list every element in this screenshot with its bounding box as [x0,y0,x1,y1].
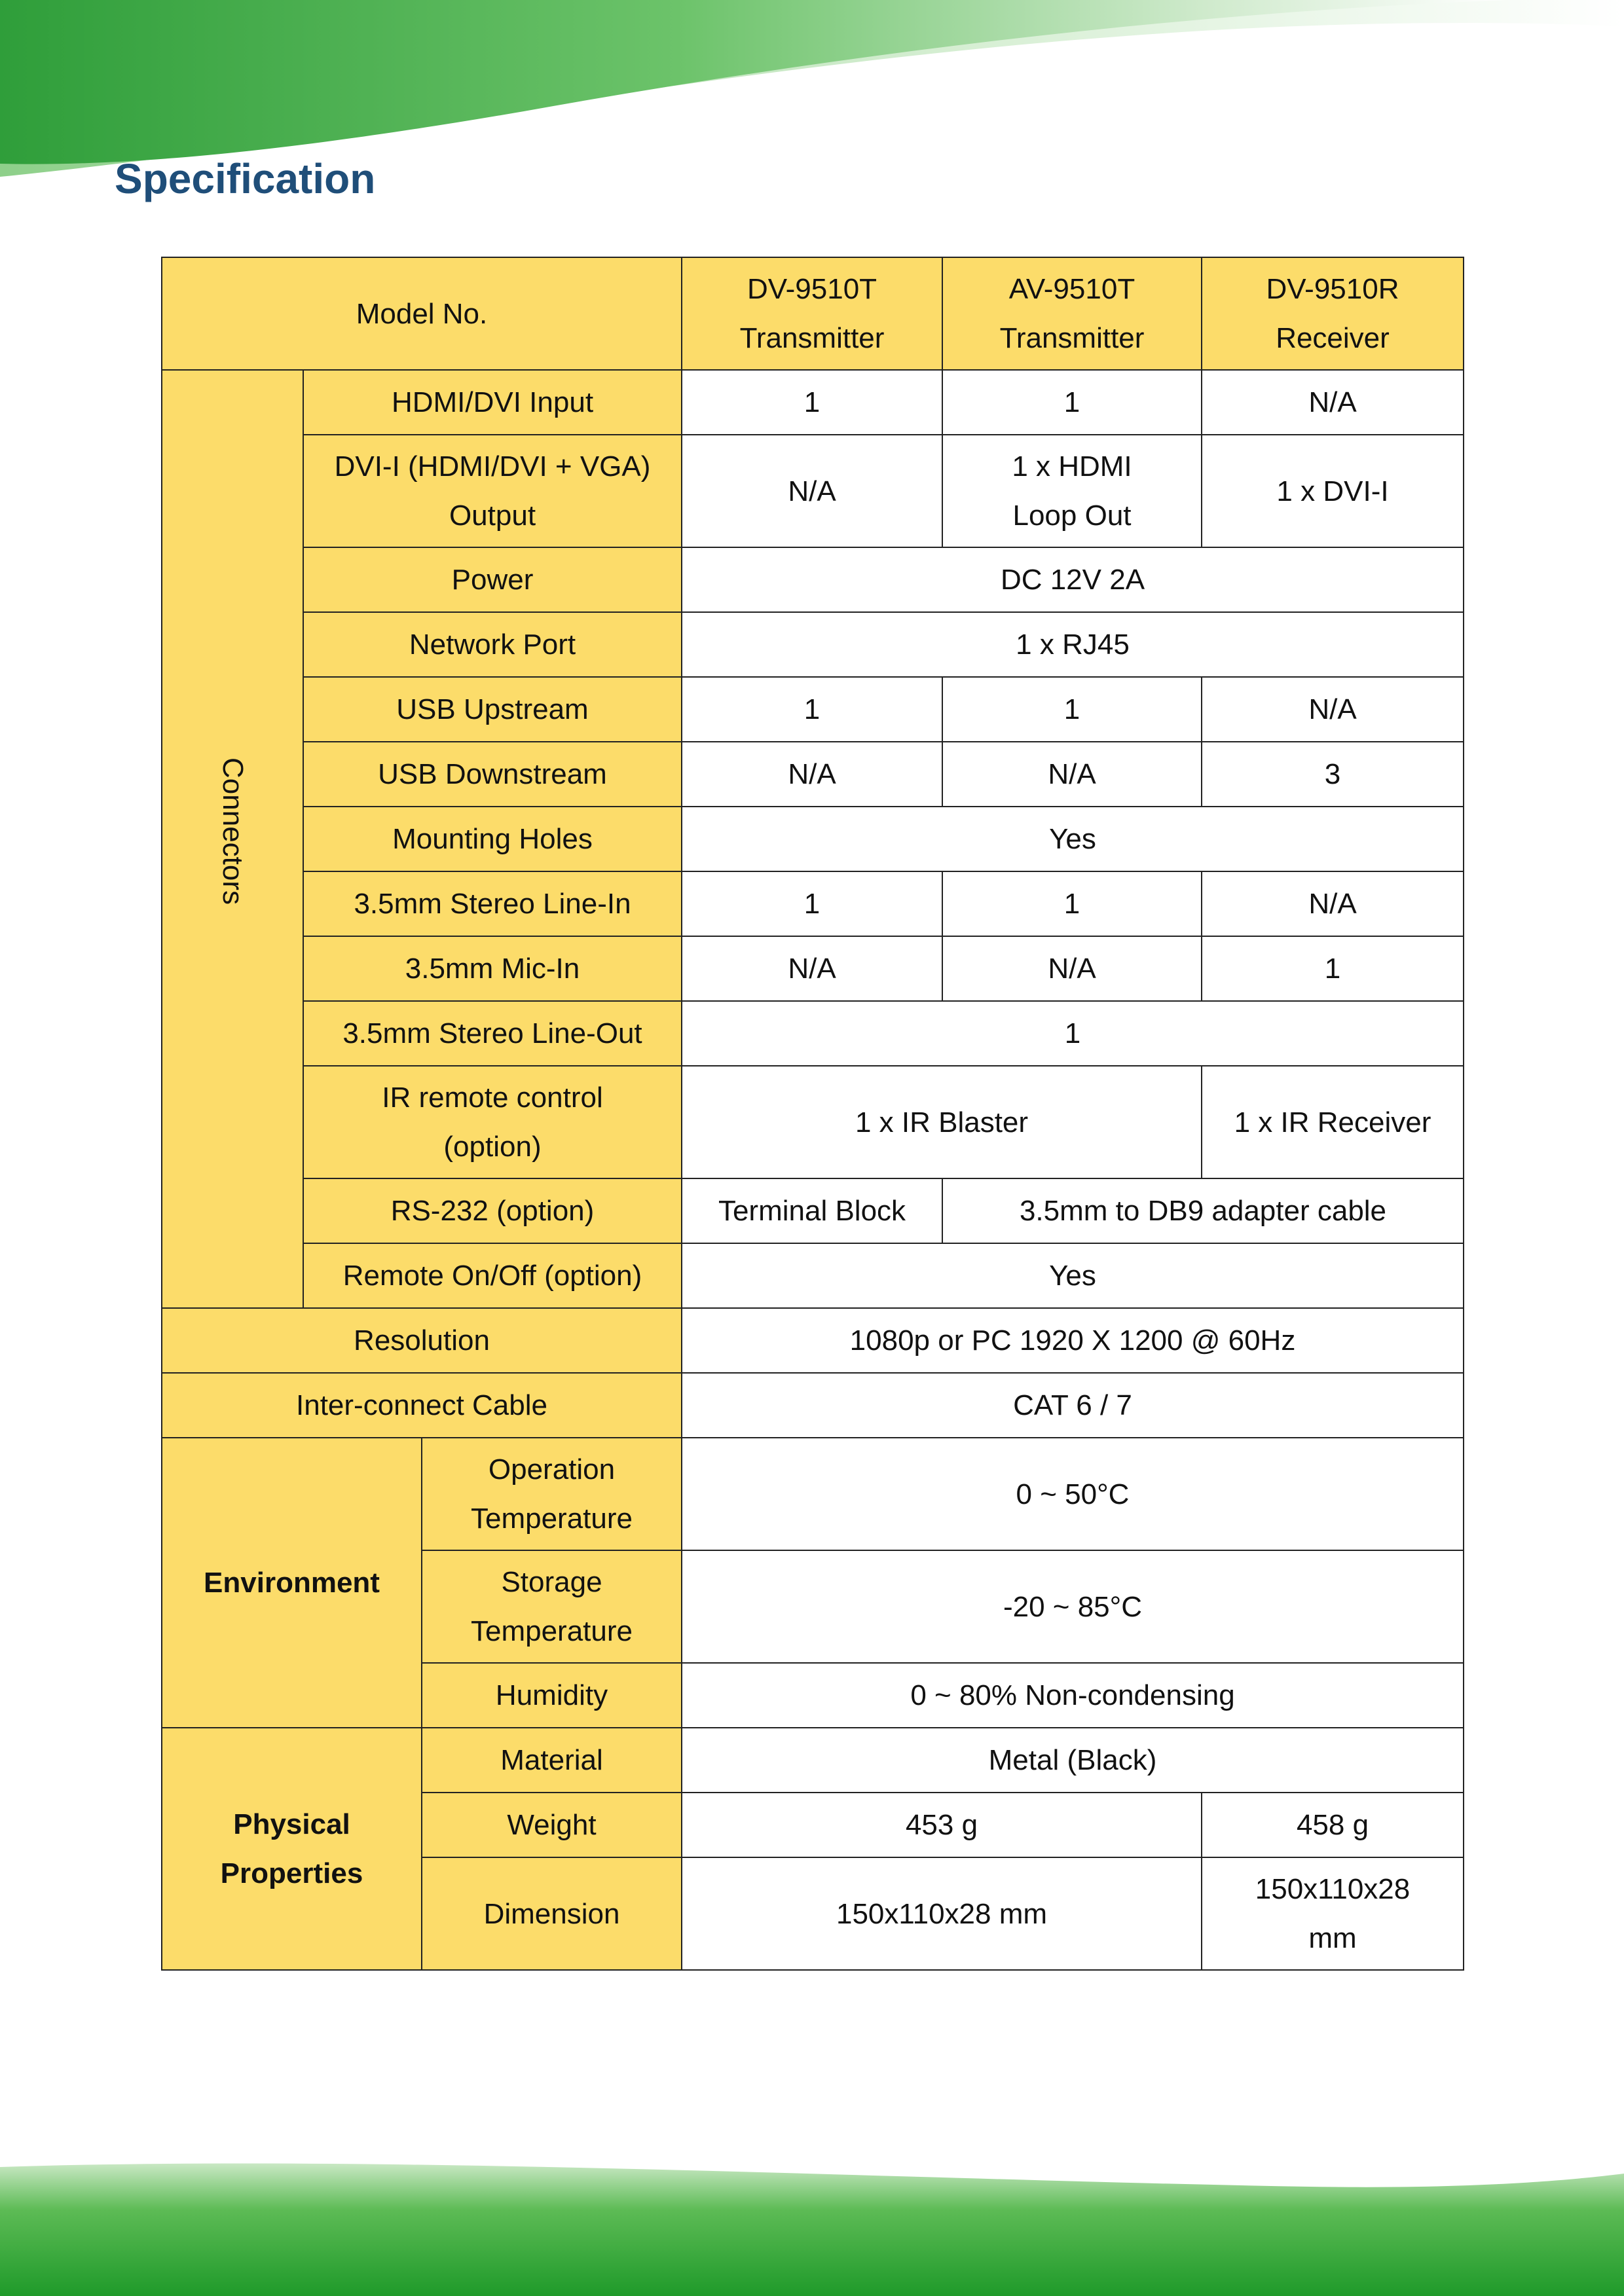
cell-value: 1 [682,1001,1464,1066]
row-label: Mounting Holes [303,807,682,871]
cell-value: 1 [682,871,942,936]
cell-value: 150x110x28 mm [682,1857,1202,1970]
cell-value: 1 x IR Blaster [682,1066,1202,1178]
row-label: Inter-connect Cable [162,1373,682,1438]
row-label: Remote On/Off (option) [303,1243,682,1308]
cell-value: -20 ~ 85°C [682,1550,1464,1663]
row-label: Dimension [422,1857,682,1970]
table-row [162,612,1464,677]
cell-value: 1 [682,677,942,742]
cell-value: CAT 6 / 7 [682,1373,1464,1438]
cell-value: 1 [942,677,1202,742]
cell-value: Yes [682,1243,1464,1308]
row-label: RS-232 (option) [303,1178,682,1243]
row-label: Humidity [422,1663,682,1728]
cell-value: Metal (Black) [682,1728,1464,1793]
cell-value: 150x110x28 mm [1202,1857,1464,1970]
physical-group-label: Physical Properties [162,1728,422,1970]
row-label: USB Downstream [303,742,682,807]
cell-value: 1 x RJ45 [682,612,1464,677]
cell-value: N/A [682,742,942,807]
row-label: USB Upstream [303,677,682,742]
row-label: Operation Temperature [422,1438,682,1550]
table-row [162,370,1464,435]
cell-value: 0 ~ 50°C [682,1438,1464,1550]
cell-value: 0 ~ 80% Non-condensing [682,1663,1464,1728]
connectors-group-label: Connectors [162,370,303,1308]
table-header-row [162,257,1464,370]
specification-table [161,257,1464,1971]
table-row [162,1001,1464,1066]
bottom-wave-decoration [0,2147,1624,2296]
table-row [162,936,1464,1001]
row-label: Resolution [162,1308,682,1373]
cell-value: 458 g [1202,1793,1464,1857]
table-row [162,547,1464,612]
environment-group-label: Environment [162,1438,422,1728]
model-dv-9510t: DV-9510T Transmitter [682,257,942,370]
cell-value: 3.5mm to DB9 adapter cable [942,1178,1464,1243]
cell-value: 1 x HDMI Loop Out [942,435,1202,547]
row-label: Material [422,1728,682,1793]
table-row [162,1178,1464,1243]
row-label: Weight [422,1793,682,1857]
cell-value: 1 [682,370,942,435]
row-label: 3.5mm Stereo Line-Out [303,1001,682,1066]
cell-value: 1 [942,871,1202,936]
table-row [162,677,1464,742]
cell-value: 453 g [682,1793,1202,1857]
cell-value: 1 [1202,936,1464,1001]
row-label: Network Port [303,612,682,677]
cell-value: N/A [1202,871,1464,936]
cell-value: 1080p or PC 1920 X 1200 @ 60Hz [682,1308,1464,1373]
cell-value: N/A [682,435,942,547]
table-row [162,1066,1464,1178]
model-dv-9510r: DV-9510R Receiver [1202,257,1464,370]
row-label: DVI-I (HDMI/DVI + VGA) Output [303,435,682,547]
cell-value: 1 [942,370,1202,435]
cell-value: N/A [1202,370,1464,435]
table-row [162,1308,1464,1373]
cell-value: N/A [942,742,1202,807]
cell-value: DC 12V 2A [682,547,1464,612]
table-row [162,435,1464,547]
table-row [162,807,1464,871]
row-label: IR remote control (option) [303,1066,682,1178]
table-row [162,1438,1464,1550]
cell-value: 1 x DVI-I [1202,435,1464,547]
cell-value: N/A [942,936,1202,1001]
table-row [162,871,1464,936]
cell-value: N/A [682,936,942,1001]
row-label: 3.5mm Mic-In [303,936,682,1001]
cell-value: Yes [682,807,1464,871]
table-row [162,1373,1464,1438]
cell-value: Terminal Block [682,1178,942,1243]
cell-value: 3 [1202,742,1464,807]
table-row [162,742,1464,807]
row-label: HDMI/DVI Input [303,370,682,435]
row-label: 3.5mm Stereo Line-In [303,871,682,936]
model-av-9510t: AV-9510T Transmitter [942,257,1202,370]
table-row [162,1728,1464,1793]
row-label: Storage Temperature [422,1550,682,1663]
cell-value: N/A [1202,677,1464,742]
row-label: Power [303,547,682,612]
model-no-label: Model No. [162,257,682,370]
page-title: Specification [115,155,376,202]
table-row [162,1243,1464,1308]
cell-value: 1 x IR Receiver [1202,1066,1464,1178]
